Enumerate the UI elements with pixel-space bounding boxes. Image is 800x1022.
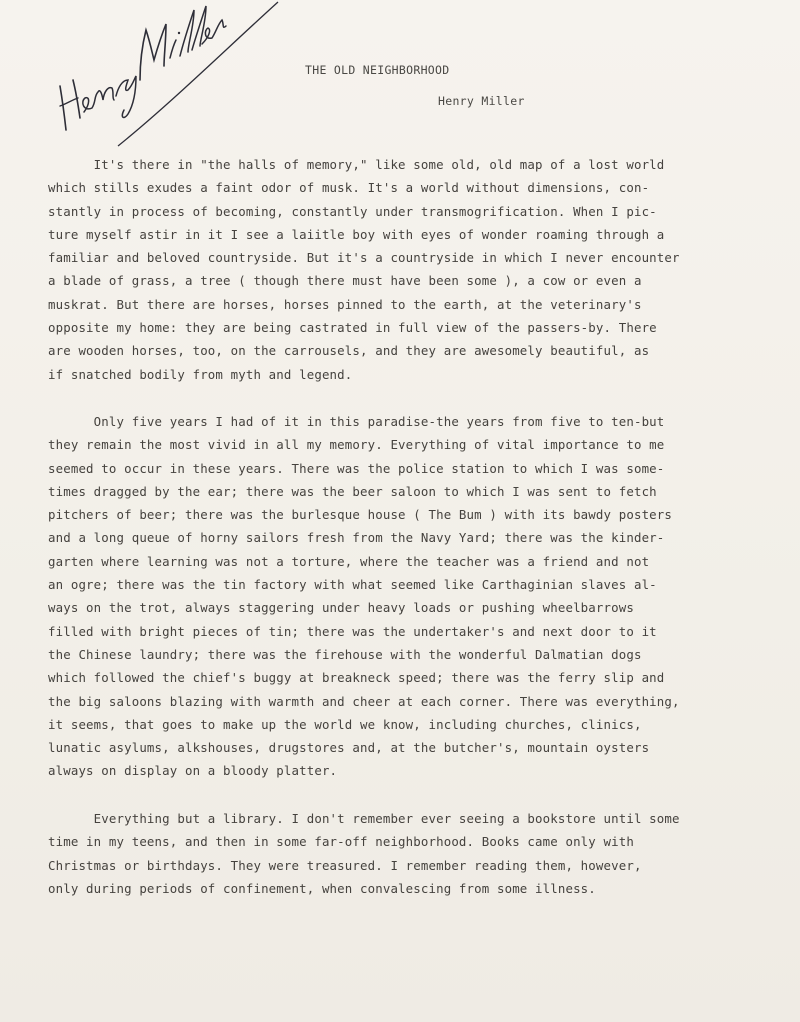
text-line: garten where learning was not a torture, where the teacher was a friend and not [48, 553, 650, 569]
paragraph-3 [48, 807, 768, 900]
text-line: only during periods of confinement, when convalescing from some illness. [48, 880, 596, 896]
text-line: which stills exudes a faint odor of musk. It's a world without dimensions, con- [48, 180, 650, 196]
paragraph-1 [48, 153, 768, 386]
text-line: the Chinese laundry; there was the firehouse with the wonderful Dalmatian dogs [48, 646, 642, 662]
text-line: filled with bright pieces of tin; there was the undertaker's and next door to it [48, 623, 657, 639]
text-line: ways on the trot, always staggering under heavy loads or pushing wheelbarrows [48, 600, 634, 616]
text-line: are wooden horses, too, on the carrousels, and they are awesomely beautiful, as [48, 343, 650, 359]
document-author: Henry Miller [438, 94, 525, 108]
text-line: which followed the chief's buggy at breakneck speed; there was the ferry slip and [48, 670, 665, 686]
text-line: and a long queue of horny sailors fresh from the Navy Yard; there was the kinder- [48, 530, 665, 546]
text-line: pitchers of beer; there was the burlesque house ( The Bum ) with its bawdy posters [48, 507, 673, 523]
text-line: they remain the most vivid in all my memory. Everything of vital importance to me [48, 437, 665, 453]
text-line: an ogre; there was the tin factory with what seemed like Carthaginian slaves al- [48, 577, 657, 593]
text-line: times dragged by the ear; there was the beer saloon to which I was sent to fetch [48, 483, 657, 499]
paragraph-2 [48, 410, 768, 783]
text-line: familiar and beloved countryside. But it's a countryside in which I never encounter [48, 250, 680, 266]
text-line: it seems, that goes to make up the world we know, including churches, clinics, [48, 716, 642, 732]
text-line: the big saloons blazing with warmth and cheer at each corner. There was everything, [48, 693, 680, 709]
text-line: muskrat. But there are horses, horses pinned to the earth, at the veterinary's [48, 296, 642, 312]
text-line: lunatic asylums, alkshouses, drugstores and, at the butcher's, mountain oysters [48, 740, 650, 756]
text-line: ture myself astir in it I see a laiitle boy with eyes of wonder roaming through a [48, 226, 665, 242]
text-line: Only five years I had of it in this paradise-the years from five to ten-but [48, 414, 665, 429]
text-line: stantly in process of becoming, constantly under transmogrification. When I pic- [48, 203, 657, 219]
text-line: always on display on a bloody platter. [48, 763, 338, 779]
text-line: a blade of grass, a tree ( though there must have been some ), a cow or even a [48, 273, 642, 289]
text-line: Everything but a library. I don't remember ever seeing a bookstore until some [48, 811, 680, 826]
text-line: if snatched bodily from myth and legend. [48, 366, 353, 382]
text-line: time in my teens, and then in some far-off neighborhood. Books came only with [48, 834, 634, 850]
document-title: THE OLD NEIGHBORHOOD [305, 63, 450, 77]
handwritten-signature [0, 0, 300, 160]
text-line: Christmas or birthdays. They were treasured. I remember reading them, however, [48, 857, 642, 873]
text-line: seemed to occur in these years. There was the police station to which I was some- [48, 460, 665, 476]
text-line: It's there in "the halls of memory," like some old, old map of a lost world [48, 157, 665, 172]
text-line: opposite my home: they are being castrated in full view of the passers-by. There [48, 320, 657, 336]
